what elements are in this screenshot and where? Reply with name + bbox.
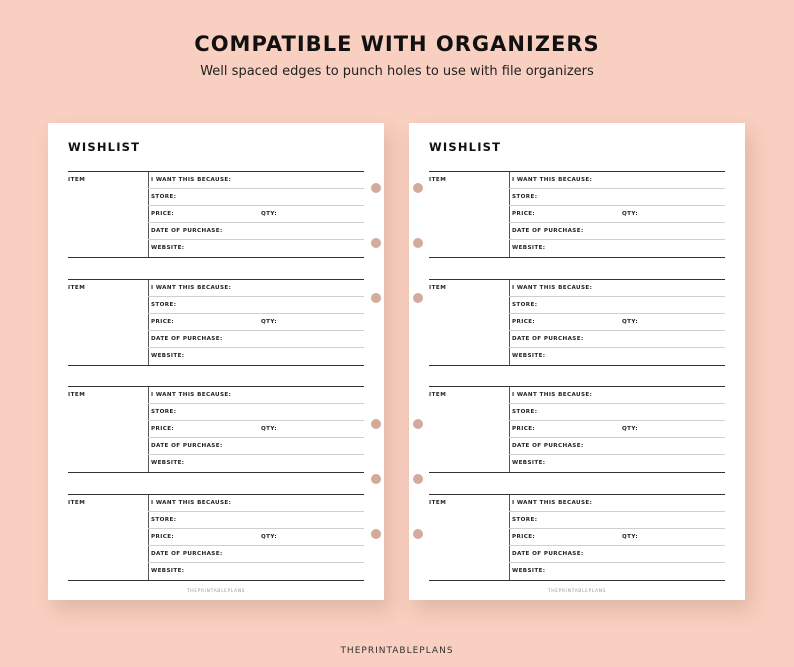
date-label: DATE OF PURCHASE: <box>512 443 584 449</box>
punch-hole <box>371 474 381 484</box>
website-field <box>509 563 725 580</box>
wishlist-entry <box>429 279 725 366</box>
because-label: I WANT THIS BECAUSE: <box>151 392 232 398</box>
punch-hole <box>371 183 381 193</box>
website-label: WEBSITE: <box>512 245 546 251</box>
date-field <box>148 331 364 348</box>
because-field <box>148 280 364 297</box>
wishlist-entry <box>68 386 364 473</box>
date-label: DATE OF PURCHASE: <box>151 551 223 557</box>
qty-label: QTY: <box>261 534 277 540</box>
wishlist-entry <box>429 171 725 258</box>
store-label: STORE: <box>151 302 177 308</box>
punch-hole <box>413 419 423 429</box>
item-label: ITEM <box>68 500 86 506</box>
punch-hole <box>413 529 423 539</box>
item-label: ITEM <box>429 392 447 398</box>
planner-page-left <box>48 123 384 600</box>
qty-label: QTY: <box>622 319 638 325</box>
date-field <box>509 438 725 455</box>
wishlist-entry <box>68 279 364 366</box>
price-field <box>509 206 725 223</box>
date-field <box>509 331 725 348</box>
wishlist-entry <box>429 494 725 581</box>
wishlist-entry <box>68 171 364 258</box>
because-label: I WANT THIS BECAUSE: <box>151 500 232 506</box>
store-field <box>148 404 364 421</box>
punch-hole <box>371 529 381 539</box>
store-label: STORE: <box>512 409 538 415</box>
store-label: STORE: <box>512 302 538 308</box>
price-label: PRICE: <box>151 211 175 217</box>
website-label: WEBSITE: <box>151 568 185 574</box>
qty-label: QTY: <box>261 426 277 432</box>
date-field <box>509 223 725 240</box>
store-label: STORE: <box>512 517 538 523</box>
punch-hole <box>371 238 381 248</box>
date-label: DATE OF PURCHASE: <box>512 336 584 342</box>
because-label: I WANT THIS BECAUSE: <box>151 177 232 183</box>
because-label: I WANT THIS BECAUSE: <box>512 500 593 506</box>
item-label: ITEM <box>68 392 86 398</box>
page-footer: THEPRINTABLEPLANS <box>547 589 607 594</box>
store-label: STORE: <box>151 194 177 200</box>
because-label: I WANT THIS BECAUSE: <box>512 285 593 291</box>
website-label: WEBSITE: <box>151 460 185 466</box>
because-field <box>509 280 725 297</box>
store-field <box>148 297 364 314</box>
because-label: I WANT THIS BECAUSE: <box>512 177 593 183</box>
date-field <box>509 546 725 563</box>
website-label: WEBSITE: <box>512 460 546 466</box>
store-field <box>509 512 725 529</box>
item-label: ITEM <box>429 177 447 183</box>
qty-label: QTY: <box>261 319 277 325</box>
price-field <box>148 314 364 331</box>
qty-label: QTY: <box>261 211 277 217</box>
qty-label: QTY: <box>622 426 638 432</box>
price-field <box>148 529 364 546</box>
website-field <box>148 455 364 472</box>
item-label: ITEM <box>68 285 86 291</box>
date-field <box>148 546 364 563</box>
price-label: PRICE: <box>512 319 536 325</box>
because-field <box>148 387 364 404</box>
website-field <box>509 348 725 365</box>
date-label: DATE OF PURCHASE: <box>512 228 584 234</box>
price-label: PRICE: <box>512 534 536 540</box>
website-label: WEBSITE: <box>512 568 546 574</box>
store-field <box>509 404 725 421</box>
price-label: PRICE: <box>151 534 175 540</box>
item-label: ITEM <box>429 285 447 291</box>
date-label: DATE OF PURCHASE: <box>512 551 584 557</box>
date-label: DATE OF PURCHASE: <box>151 336 223 342</box>
price-label: PRICE: <box>151 319 175 325</box>
punch-hole <box>413 293 423 303</box>
date-field <box>148 223 364 240</box>
item-label: ITEM <box>429 500 447 506</box>
price-label: PRICE: <box>512 426 536 432</box>
brand-footer: THEPRINTABLEPLANS <box>340 646 454 656</box>
qty-label: QTY: <box>622 534 638 540</box>
price-field <box>148 421 364 438</box>
store-label: STORE: <box>151 409 177 415</box>
punch-hole <box>371 293 381 303</box>
wishlist-entry <box>429 386 725 473</box>
store-label: STORE: <box>151 517 177 523</box>
price-field <box>509 421 725 438</box>
punch-hole <box>371 419 381 429</box>
date-label: DATE OF PURCHASE: <box>151 443 223 449</box>
subheadline: Well spaced edges to punch holes to use with file organizers <box>200 64 594 79</box>
store-field <box>509 297 725 314</box>
price-field <box>148 206 364 223</box>
planner-page-right <box>409 123 745 600</box>
store-field <box>148 189 364 206</box>
website-field <box>148 563 364 580</box>
website-field <box>148 240 364 257</box>
because-field <box>148 172 364 189</box>
price-field <box>509 314 725 331</box>
headline: COMPATIBLE WITH ORGANIZERS <box>194 32 600 56</box>
page-title: WISHLIST <box>429 140 502 154</box>
website-field <box>509 455 725 472</box>
store-field <box>148 512 364 529</box>
store-label: STORE: <box>512 194 538 200</box>
website-label: WEBSITE: <box>151 353 185 359</box>
website-label: WEBSITE: <box>512 353 546 359</box>
page-title: WISHLIST <box>68 140 141 154</box>
because-field <box>148 495 364 512</box>
punch-hole <box>413 183 423 193</box>
website-label: WEBSITE: <box>151 245 185 251</box>
price-label: PRICE: <box>151 426 175 432</box>
store-field <box>509 189 725 206</box>
because-label: I WANT THIS BECAUSE: <box>512 392 593 398</box>
because-field <box>509 387 725 404</box>
punch-hole <box>413 238 423 248</box>
price-field <box>509 529 725 546</box>
qty-label: QTY: <box>622 211 638 217</box>
punch-hole <box>413 474 423 484</box>
website-field <box>509 240 725 257</box>
website-field <box>148 348 364 365</box>
wishlist-entry <box>68 494 364 581</box>
page-footer: THEPRINTABLEPLANS <box>186 589 246 594</box>
date-field <box>148 438 364 455</box>
price-label: PRICE: <box>512 211 536 217</box>
because-field <box>509 172 725 189</box>
date-label: DATE OF PURCHASE: <box>151 228 223 234</box>
because-field <box>509 495 725 512</box>
because-label: I WANT THIS BECAUSE: <box>151 285 232 291</box>
item-label: ITEM <box>68 177 86 183</box>
